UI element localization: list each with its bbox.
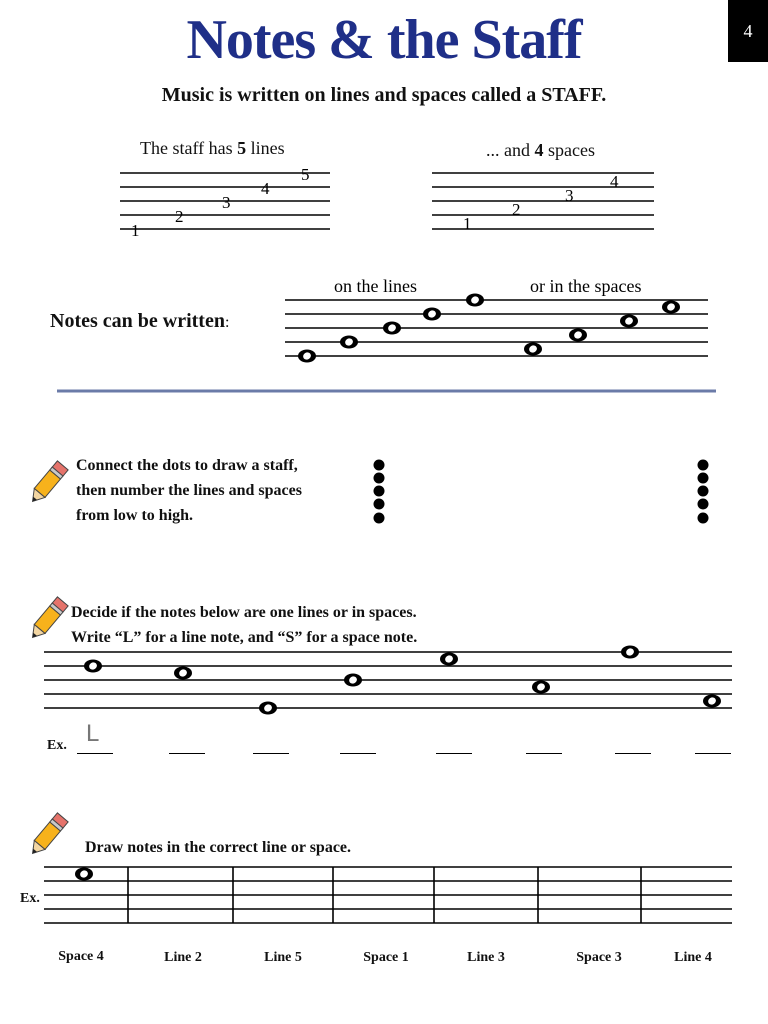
- whole-note: [621, 646, 639, 659]
- whole-note: [703, 695, 721, 708]
- whole-note: [259, 702, 277, 715]
- whole-note: [440, 653, 458, 666]
- exercise2-instructions: Decide if the notes below are one lines or in spaces. Write “L” for a line note, and “S” for a space note.: [71, 604, 418, 646]
- answer-blank[interactable]: [695, 753, 731, 754]
- measure-label: Space 1: [363, 950, 409, 965]
- line-number-1: 1: [131, 221, 140, 240]
- dots-left: [374, 460, 385, 524]
- on-lines-label: on the lines: [334, 276, 417, 296]
- answer-blank[interactable]: [615, 753, 651, 754]
- whole-note: [84, 660, 102, 673]
- line-number-3: 3: [222, 193, 231, 212]
- example-answer: L: [86, 720, 100, 747]
- whole-note: [383, 322, 401, 335]
- whole-note: [423, 308, 441, 321]
- line-number-5: 5: [301, 165, 310, 184]
- pencil-icon: [24, 810, 72, 860]
- space-number-4: 4: [610, 172, 619, 191]
- whole-note: [340, 336, 358, 349]
- space-number-2: 2: [512, 200, 521, 219]
- measure-label: Line 4: [674, 950, 712, 965]
- space-number-3: 3: [565, 186, 574, 205]
- answer-blank[interactable]: [253, 753, 289, 754]
- intro-diagrams: [0, 0, 768, 400]
- page-number: 4: [728, 0, 768, 62]
- answer-blank[interactable]: [526, 753, 562, 754]
- in-spaces-label: or in the spaces: [530, 276, 642, 296]
- line-number-2: 2: [175, 207, 184, 226]
- page-subtitle: Music is written on lines and spaces called a STAFF.: [161, 84, 607, 106]
- whole-note: [466, 294, 484, 307]
- answer-blank[interactable]: [169, 753, 205, 754]
- spaces-caption: ... and 4 spaces: [486, 140, 595, 160]
- whole-note: [524, 343, 542, 356]
- exercise3-staff[interactable]: [0, 860, 768, 930]
- whole-note: [344, 674, 362, 687]
- measure-label: Line 2: [164, 950, 202, 965]
- measure-label: Line 5: [264, 950, 302, 965]
- whole-note: [174, 667, 192, 680]
- line-number-4: 4: [261, 179, 270, 198]
- answer-blank[interactable]: [436, 753, 472, 754]
- exercise1-instructions: Connect the dots to draw a staff, then number the lines and spaces from low to high.: [76, 457, 302, 524]
- measure-label: Line 3: [467, 950, 505, 965]
- measure-label: Space 3: [576, 950, 622, 965]
- whole-note: [620, 315, 638, 328]
- notes-written-label: Notes can be written:: [50, 310, 230, 332]
- connect-dots[interactable]: [360, 455, 720, 530]
- whole-note: [75, 868, 93, 881]
- exercise3-instructions: Draw notes in the correct line or space.: [85, 839, 352, 856]
- page-title: Notes & the Staff: [186, 9, 582, 71]
- exercise3-example-label: Ex.: [20, 891, 40, 906]
- dots-right: [698, 460, 709, 524]
- answer-blank-example: [77, 753, 113, 754]
- whole-note: [569, 329, 587, 342]
- lines-caption: The staff has 5 lines: [140, 138, 285, 158]
- whole-note: [532, 681, 550, 694]
- measure-label: Space 4: [58, 949, 104, 964]
- space-number-1: 1: [463, 214, 472, 233]
- whole-note: [662, 301, 680, 314]
- example-label: Ex.: [47, 738, 67, 753]
- pencil-icon: [24, 594, 72, 644]
- answer-blank[interactable]: [340, 753, 376, 754]
- exercise2-staff: [0, 640, 768, 720]
- whole-note: [298, 350, 316, 363]
- pencil-icon: [24, 458, 72, 508]
